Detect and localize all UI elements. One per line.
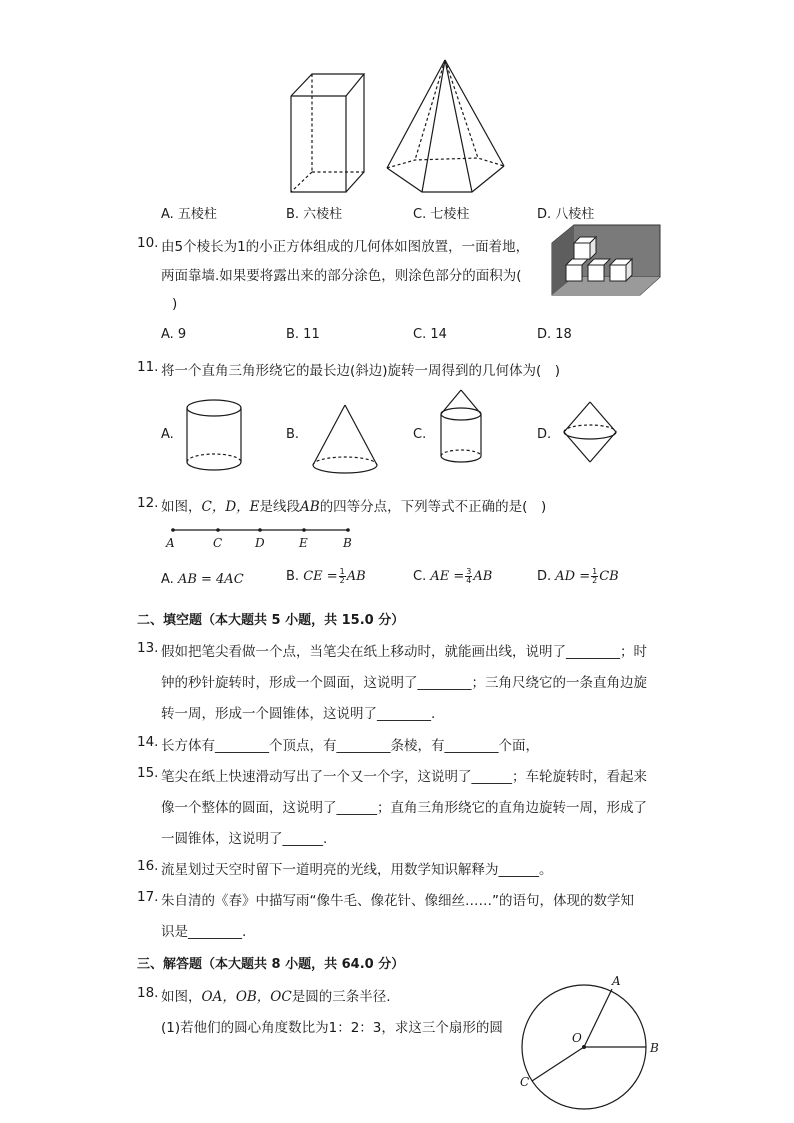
q15-text-line2: 像一个整体的圆面，这说明了______；直角三角形绕它的直角边旋转一周，形成了: [161, 800, 647, 816]
q12-option-c[interactable]: [413, 568, 492, 585]
q12-option-d-label: D.: [537, 569, 552, 584]
q10-text-line3: ): [172, 296, 178, 312]
q12-option-b-label: B.: [286, 569, 300, 584]
q18-label-a: A: [612, 974, 621, 988]
q10-option-b[interactable]: B. 11: [286, 327, 320, 342]
q17-text-line2: 识是________.: [161, 924, 247, 940]
q9-option-d[interactable]: D. 八棱柱: [537, 207, 595, 222]
q12-text-line1: [161, 495, 546, 515]
cone-figure: [310, 403, 380, 477]
q12-option-b[interactable]: [286, 568, 366, 585]
q12-number: 12.: [137, 495, 159, 511]
q18-text-pre: 如图，: [161, 989, 202, 1005]
q12-point-e: E: [299, 536, 308, 550]
q12-option-d-lhs: AD =: [555, 569, 591, 584]
q13-text-line3: 转一周，形成一个圆锥体，这说明了________.: [161, 706, 436, 722]
q10-text-line1: 由5个棱长为1的小正方体组成的几何体如图放置，一面着地，: [161, 239, 530, 255]
q12-text-mid: 是线段: [259, 499, 301, 515]
q18-label-o: O: [572, 1031, 582, 1045]
q12-text-vars: C，D，E: [201, 499, 260, 515]
q11-option-b-label[interactable]: B.: [286, 427, 300, 442]
q12-text-pre: 如图，: [161, 499, 202, 515]
q18-label-b: B: [650, 1041, 659, 1055]
q16-number: 16.: [137, 858, 159, 874]
q11-text-line1: 将一个直角三角形绕它的最长边(斜边)旋转一周得到的几何体为( ): [161, 363, 561, 379]
q12-point-b: B: [343, 536, 352, 550]
q10-option-d[interactable]: D. 18: [537, 327, 572, 342]
q14-number: 14.: [137, 734, 159, 750]
q13-number: 13.: [137, 640, 159, 656]
section-answer-title: 三、解答题（本大题共 8 小题，共 64.0 分）: [137, 957, 405, 972]
section-fill-in-title: 二、填空题（本大题共 5 小题，共 15.0 分）: [137, 613, 405, 628]
q9-option-b[interactable]: B. 六棱柱: [286, 207, 343, 222]
q12-option-c-label: C.: [413, 569, 427, 584]
q12-option-d-fraction: $\frac{1}{2}$: [592, 567, 598, 585]
q13-text-line1: 假如把笔尖看做一个点，当笔尖在纸上移动时，就能画出线，说明了________；时: [161, 644, 647, 660]
q17-text-line1: 朱自清的《春》中描写雨“像牛毛、像花针、像细丝……”的语句，体现的数学知: [161, 893, 634, 909]
q12-option-c-rhs: AB: [473, 569, 493, 584]
segment-ab-figure: [170, 526, 360, 554]
q16-text-line1: 流星划过天空时留下一道明亮的光线，用数学知识解释为______。: [161, 862, 553, 878]
q15-number: 15.: [137, 765, 159, 781]
q18-text-line2: (1)若他们的圆心角度数比为1：2：3，求这三个扇形的圆: [161, 1020, 503, 1036]
q17-number: 17.: [137, 889, 159, 905]
q15-text-line3: 一圆锥体，这说明了______.: [161, 831, 328, 847]
q14-text-line1: 长方体有________个顶点，有________条棱，有________个面，: [161, 738, 539, 754]
q15-text-line1: 笔尖在纸上快速滑动写出了一个又一个字，这说明了______；车轮旋转时，看起来: [161, 769, 647, 785]
q12-text-post: 的四等分点，下列等式不正确的是( ): [319, 499, 547, 515]
q12-option-a-expr: AB = 4AC: [177, 572, 244, 587]
q12-option-a[interactable]: [161, 572, 244, 587]
q10-text-line2: 两面靠墙.如果要将露出来的部分涂色，则涂色部分的面积为(: [161, 268, 522, 284]
cylinder-figure: [185, 398, 245, 474]
q9-option-c[interactable]: C. 七棱柱: [413, 207, 470, 222]
q11-option-a-label[interactable]: A.: [161, 427, 174, 442]
circle-radii-figure: [520, 985, 660, 1113]
q18-number: 18.: [137, 985, 159, 1001]
q12-option-d[interactable]: [537, 568, 619, 585]
double-cone-figure: [562, 400, 618, 464]
prism-figure: [288, 68, 368, 194]
q18-text-post: 是圆的三条半径.: [291, 989, 391, 1005]
q11-number: 11.: [137, 359, 159, 375]
q12-option-b-rhs: AB: [346, 569, 366, 584]
q11-option-d-label[interactable]: D.: [537, 427, 552, 442]
q12-option-a-label: A.: [161, 572, 174, 587]
q12-option-d-rhs: CB: [599, 569, 619, 584]
q13-text-line2: 钟的秒针旋转时，形成一个圆面，这说明了________；三角尺绕它的一条直角边旋: [161, 675, 647, 691]
q12-point-c: C: [213, 536, 223, 550]
q10-option-c[interactable]: C. 14: [413, 327, 447, 342]
cubes-corner-figure: [552, 225, 662, 295]
q11-option-c-label[interactable]: C.: [413, 427, 427, 442]
q12-point-a: A: [166, 536, 175, 550]
q9-option-a[interactable]: A. 五棱柱: [161, 207, 217, 222]
pyramid-figure: [382, 58, 512, 196]
q12-option-c-fraction: $\frac{3}{4}$: [466, 567, 472, 585]
q18-text-vars: OA，OB，OC: [201, 989, 292, 1005]
q12-option-c-lhs: AE =: [430, 569, 465, 584]
q12-option-b-fraction: $\frac{1}{2}$: [339, 567, 345, 585]
cone-on-cylinder-figure: [438, 388, 484, 466]
q12-point-d: D: [255, 536, 265, 550]
q10-number: 10.: [137, 235, 159, 251]
q18-text-line1: [161, 985, 391, 1005]
q12-text-ab: AB: [300, 499, 320, 515]
q10-option-a[interactable]: A. 9: [161, 327, 187, 342]
q18-label-c: C: [520, 1075, 530, 1089]
q12-option-b-lhs: CE =: [303, 569, 338, 584]
